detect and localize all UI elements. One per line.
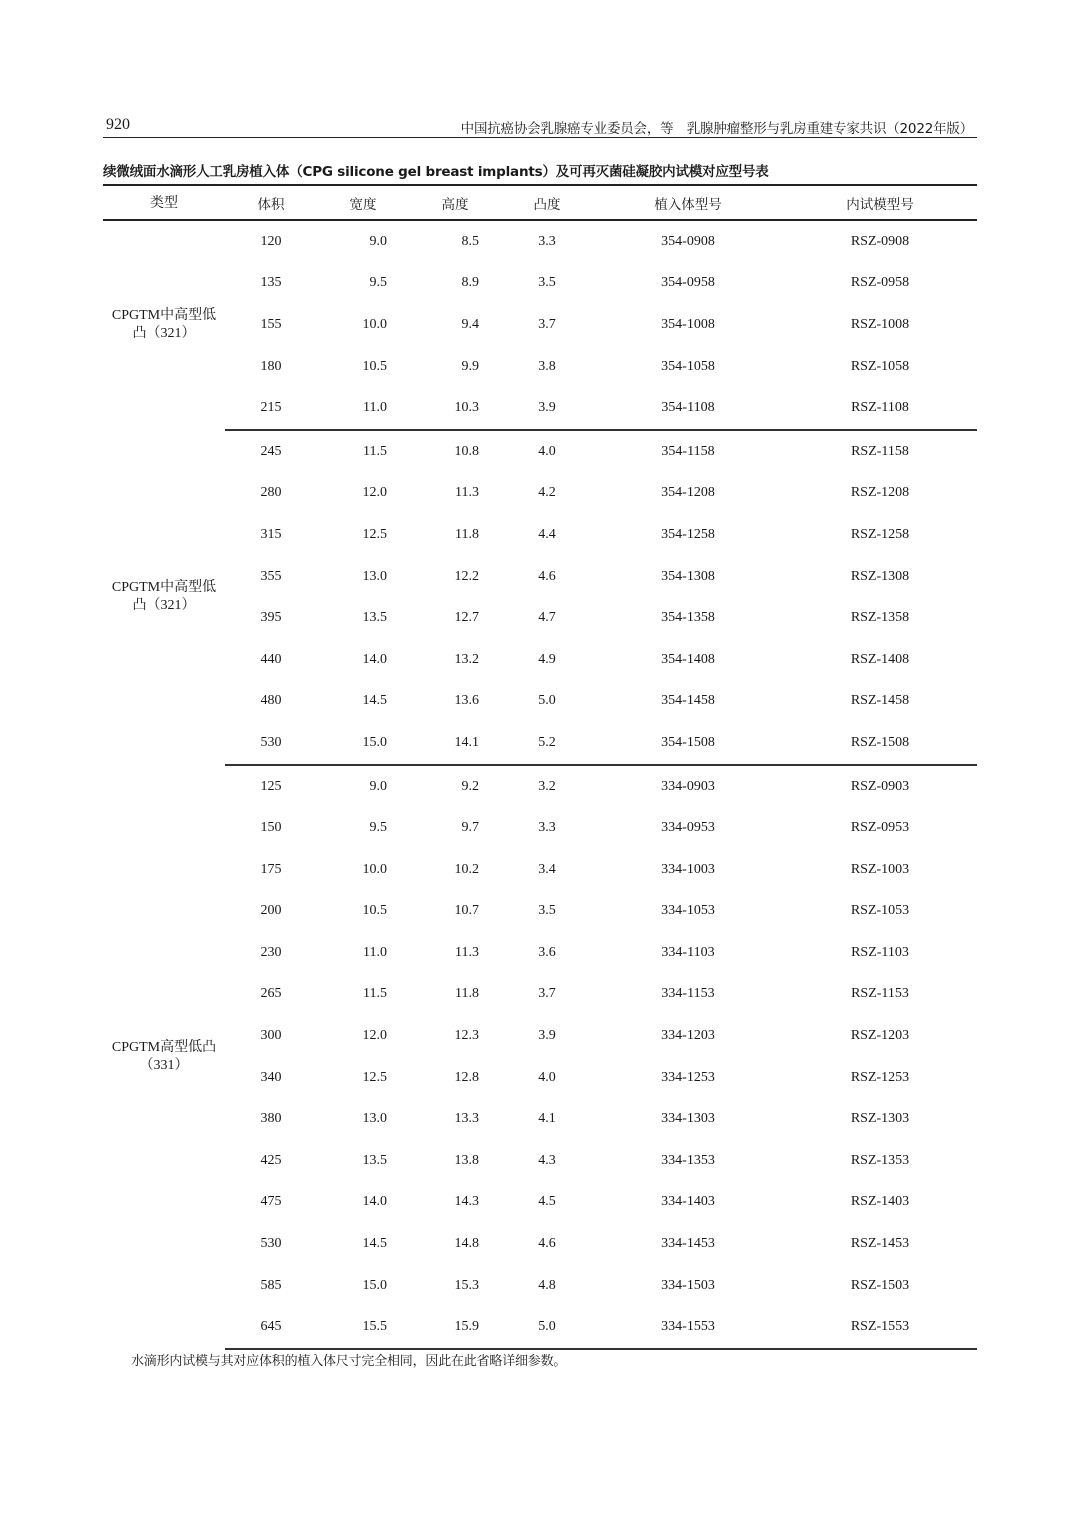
implant-model-cell: 354-0958 (661, 275, 715, 291)
volume-cell: 480 (260, 693, 282, 709)
projection-cell: 4.3 (538, 1152, 556, 1168)
width-cell-value: 12.5 (362, 1069, 387, 1085)
width-cell-value: 12.0 (362, 485, 387, 501)
type-label (105, 1039, 223, 1075)
height-cell (409, 387, 501, 430)
implant-model-cell: 334-1503 (661, 1277, 715, 1293)
height-cell-value: 9.4 (461, 316, 479, 332)
width-cell-value: 12.5 (362, 526, 387, 542)
implant-model-cell: 334-1553 (593, 1306, 783, 1349)
volume-cell: 440 (260, 651, 282, 667)
projection-cell: 3.8 (538, 358, 556, 374)
table-row (103, 1057, 977, 1099)
height-cell (409, 932, 501, 974)
col-header-width: 宽度 (317, 185, 409, 220)
sizer-model-cell: RSZ-1358 (850, 610, 910, 626)
height-cell-value: 8.9 (461, 275, 479, 291)
table-body (103, 220, 977, 1349)
volume-cell: 200 (260, 903, 282, 919)
projection-cell: 5.2 (501, 722, 593, 765)
volume-cell: 340 (260, 1069, 282, 1085)
sizer-model-cell: RSZ-0908 (850, 233, 910, 249)
projection-cell: 5.0 (538, 693, 556, 709)
implant-model-cell: 354-1008 (661, 316, 715, 332)
table-row (103, 473, 977, 515)
implant-table-container (103, 184, 977, 1350)
volume-cell: 125 (260, 778, 282, 794)
width-cell-value: 14.0 (362, 651, 387, 667)
volume-cell: 175 (260, 861, 282, 877)
volume-cell: 120 (260, 233, 282, 249)
height-cell (409, 639, 501, 681)
table-row (103, 1265, 977, 1307)
volume-cell: 280 (260, 485, 282, 501)
width-cell (317, 387, 409, 430)
height-cell (409, 1223, 501, 1265)
table-row (103, 681, 977, 723)
height-cell (409, 1265, 501, 1307)
implant-model-cell: 354-1258 (661, 526, 715, 542)
sizer-model-cell: RSZ-1258 (850, 526, 910, 542)
implant-model-cell: 354-1358 (661, 610, 715, 626)
type-label-line1: CPGTM中高型低 (111, 308, 217, 324)
width-cell (317, 597, 409, 639)
sizer-model-cell: RSZ-1003 (850, 861, 910, 877)
height-cell (409, 765, 501, 808)
sizer-model-cell: RSZ-1503 (850, 1277, 910, 1293)
width-cell (317, 765, 409, 808)
projection-cell: 4.2 (538, 485, 556, 501)
implant-model-cell: 334-1453 (661, 1236, 715, 1252)
height-cell-value: 12.8 (454, 1069, 479, 1085)
implant-model-cell: 354-1508 (593, 722, 783, 765)
col-header-volume: 体积 (225, 185, 317, 220)
table-row (103, 891, 977, 933)
type-cell (103, 430, 225, 765)
table-row (103, 1140, 977, 1182)
type-label (105, 307, 223, 343)
implant-model-cell: 334-1003 (661, 861, 715, 877)
width-cell (317, 556, 409, 598)
projection-cell: 4.0 (538, 1069, 556, 1085)
header-rule (103, 137, 977, 138)
sizer-model-cell: RSZ-1353 (850, 1152, 910, 1168)
implant-model-cell: 354-1158 (661, 443, 715, 459)
width-cell (317, 639, 409, 681)
width-cell (317, 681, 409, 723)
height-cell-value: 12.2 (454, 568, 479, 584)
sizer-model-cell: RSZ-1453 (850, 1236, 910, 1252)
table-footnote: 水滴形内试模与其对应体积的植入体尺寸完全相同，因此在此省略详细参数。 (131, 1354, 567, 1369)
height-cell-value: 10.2 (454, 861, 479, 877)
width-cell-value: 15.0 (362, 734, 387, 750)
width-cell (317, 1182, 409, 1224)
volume-cell: 475 (260, 1194, 282, 1210)
table-row (103, 722, 977, 765)
height-cell-value: 11.8 (455, 986, 479, 1002)
volume-cell: 530 (225, 722, 317, 765)
type-label-line2: 凸（321） (132, 598, 196, 614)
projection-cell: 3.5 (538, 275, 556, 291)
sizer-model-cell: RSZ-1403 (850, 1194, 910, 1210)
height-cell (409, 1306, 501, 1349)
projection-cell: 3.6 (538, 944, 556, 960)
table-row (103, 1098, 977, 1140)
projection-cell: 4.9 (538, 651, 556, 667)
sizer-model-cell: RSZ-1153 (851, 986, 909, 1002)
page-number: 920 (106, 116, 130, 133)
height-cell-value: 15.9 (454, 1319, 479, 1335)
sizer-model-cell: RSZ-1408 (850, 651, 910, 667)
sizer-model-cell: RSZ-1208 (850, 485, 910, 501)
width-cell (317, 807, 409, 849)
sizer-model-cell: RSZ-1253 (850, 1069, 910, 1085)
height-cell (409, 346, 501, 388)
table-row (103, 346, 977, 388)
projection-cell: 3.9 (501, 387, 593, 430)
height-cell (409, 1015, 501, 1057)
projection-cell: 4.7 (538, 610, 556, 626)
running-header (103, 116, 977, 138)
table-row (103, 639, 977, 681)
sizer-model-cell: RSZ-0953 (850, 820, 910, 836)
implant-model-cell: 354-0908 (661, 233, 715, 249)
implant-sizer-table (103, 184, 977, 1350)
height-cell-value: 9.2 (461, 778, 479, 794)
width-cell-value: 14.5 (362, 693, 387, 709)
table-row (103, 1223, 977, 1265)
volume-cell: 395 (260, 610, 282, 626)
width-cell-value: 10.0 (362, 316, 387, 332)
width-cell-value: 11.0 (363, 944, 387, 960)
implant-model-cell: 334-1253 (661, 1069, 715, 1085)
projection-cell: 3.9 (538, 1028, 556, 1044)
volume-cell: 155 (260, 316, 282, 332)
volume-cell: 355 (260, 568, 282, 584)
type-label-line1: CPGTM高型低凸 (111, 1039, 217, 1055)
implant-model-cell: 354-1308 (661, 568, 715, 584)
width-cell-value: 13.0 (362, 1111, 387, 1127)
width-cell-value: 12.0 (362, 1028, 387, 1044)
table-header-row (103, 185, 977, 220)
sizer-model-cell: RSZ-1458 (850, 693, 910, 709)
col-header-type: 类型 (103, 185, 225, 220)
projection-cell: 3.3 (538, 233, 556, 249)
height-cell (409, 556, 501, 598)
height-cell (409, 304, 501, 346)
volume-cell: 215 (225, 387, 317, 430)
height-cell-value: 8.5 (461, 233, 479, 249)
table-row (103, 932, 977, 974)
width-cell (317, 1098, 409, 1140)
col-header-implant-model: 植入体型号 (593, 185, 783, 220)
width-cell-value: 9.5 (369, 275, 387, 291)
height-cell (409, 597, 501, 639)
height-cell (409, 681, 501, 723)
width-cell-value: 14.0 (362, 1194, 387, 1210)
height-cell-value: 9.9 (461, 358, 479, 374)
table-row (103, 849, 977, 891)
width-cell (317, 1223, 409, 1265)
volume-cell: 150 (260, 820, 282, 836)
width-cell (317, 263, 409, 305)
type-label-line2: 凸（321） (132, 326, 196, 342)
type-label-line1: CPGTM中高型低 (111, 580, 217, 596)
type-cell (103, 220, 225, 430)
height-cell (409, 974, 501, 1016)
height-cell (409, 849, 501, 891)
width-cell-value: 15.5 (362, 1319, 387, 1335)
height-cell (409, 473, 501, 515)
type-cell (103, 765, 225, 1349)
width-cell (317, 1306, 409, 1349)
implant-model-cell: 354-1208 (661, 485, 715, 501)
sizer-model-cell: RSZ-1108 (783, 387, 977, 430)
width-cell-value: 9.0 (369, 233, 387, 249)
height-cell-value: 12.7 (454, 610, 479, 626)
height-cell (409, 1057, 501, 1099)
width-cell (317, 1140, 409, 1182)
width-cell (317, 1015, 409, 1057)
height-cell-value: 12.3 (454, 1028, 479, 1044)
table-row (103, 1015, 977, 1057)
sizer-model-cell: RSZ-1103 (851, 944, 909, 960)
height-cell-value: 13.6 (454, 693, 479, 709)
type-label-line2: （331） (139, 1057, 189, 1073)
table-row (103, 1306, 977, 1349)
table-row (103, 514, 977, 556)
sizer-model-cell: RSZ-1508 (783, 722, 977, 765)
implant-model-cell: 334-0953 (661, 820, 715, 836)
table-row (103, 220, 977, 263)
height-cell-value: 10.3 (454, 400, 479, 416)
volume-cell: 425 (260, 1152, 282, 1168)
height-cell-value: 11.3 (455, 944, 479, 960)
sizer-model-cell: RSZ-1008 (850, 316, 910, 332)
width-cell (317, 1265, 409, 1307)
sizer-model-cell: RSZ-0903 (850, 778, 910, 794)
running-title: 中国抗癌协会乳腺癌专业委员会，等 乳腺肿瘤整形与乳房重建专家共识（2022年版） (460, 121, 973, 137)
width-cell (317, 974, 409, 1016)
volume-cell: 315 (260, 526, 282, 542)
height-cell (409, 807, 501, 849)
volume-cell: 245 (260, 443, 282, 459)
implant-model-cell: 334-1303 (661, 1111, 715, 1127)
width-cell (317, 849, 409, 891)
height-cell-value: 11.3 (455, 485, 479, 501)
width-cell-value: 13.5 (362, 610, 387, 626)
table-row (103, 556, 977, 598)
height-cell (409, 430, 501, 473)
implant-model-cell: 334-1403 (661, 1194, 715, 1210)
table-row (103, 1182, 977, 1224)
sizer-model-cell: RSZ-1053 (850, 903, 910, 919)
projection-cell: 3.5 (538, 903, 556, 919)
implant-model-cell: 334-1053 (661, 903, 715, 919)
projection-cell: 4.8 (538, 1277, 556, 1293)
col-header-sizer-model: 内试模型号 (783, 185, 977, 220)
height-cell-value: 13.3 (454, 1111, 479, 1127)
width-cell-value: 13.5 (362, 1152, 387, 1168)
width-cell-value: 9.5 (369, 820, 387, 836)
implant-model-cell: 334-1153 (661, 986, 715, 1002)
projection-cell: 4.1 (538, 1111, 556, 1127)
projection-cell: 3.3 (538, 820, 556, 836)
height-cell (409, 220, 501, 263)
height-cell (409, 1098, 501, 1140)
volume-cell: 645 (225, 1306, 317, 1349)
table-row (103, 765, 977, 808)
table-row (103, 304, 977, 346)
height-cell-value: 13.8 (454, 1152, 479, 1168)
volume-cell: 135 (260, 275, 282, 291)
volume-cell: 230 (260, 944, 282, 960)
height-cell-value: 14.3 (454, 1194, 479, 1210)
height-cell-value: 9.7 (461, 820, 479, 836)
width-cell-value: 10.5 (362, 358, 387, 374)
volume-cell: 265 (260, 986, 282, 1002)
height-cell-value: 10.7 (454, 903, 479, 919)
col-header-projection: 凸度 (501, 185, 593, 220)
projection-cell: 3.7 (538, 316, 556, 332)
height-cell-value: 15.3 (454, 1277, 479, 1293)
width-cell (317, 220, 409, 263)
table-caption: 续微绒面水滴形人工乳房植入体（CPG silicone gel breast implants）及可再灭菌硅凝胶内试模对应型号表 (103, 164, 769, 180)
width-cell (317, 304, 409, 346)
implant-model-cell: 334-0903 (661, 778, 715, 794)
implant-model-cell: 354-1058 (661, 358, 715, 374)
width-cell (317, 514, 409, 556)
width-cell (317, 346, 409, 388)
projection-cell: 4.6 (538, 568, 556, 584)
table-row (103, 597, 977, 639)
projection-cell: 4.0 (538, 443, 556, 459)
projection-cell: 3.4 (538, 861, 556, 877)
width-cell-value: 10.5 (362, 903, 387, 919)
height-cell-value: 11.8 (455, 526, 479, 542)
sizer-model-cell: RSZ-1303 (850, 1111, 910, 1127)
width-cell (317, 932, 409, 974)
width-cell-value: 11.5 (363, 986, 387, 1002)
projection-cell: 3.7 (538, 986, 556, 1002)
volume-cell: 180 (260, 358, 282, 374)
projection-cell: 4.4 (538, 526, 556, 542)
projection-cell: 3.2 (538, 778, 556, 794)
width-cell (317, 473, 409, 515)
sizer-model-cell: RSZ-1203 (850, 1028, 910, 1044)
projection-cell: 4.6 (538, 1236, 556, 1252)
width-cell-value: 10.0 (362, 861, 387, 877)
projection-cell: 5.0 (501, 1306, 593, 1349)
volume-cell: 585 (260, 1277, 282, 1293)
width-cell-value: 11.5 (363, 443, 387, 459)
height-cell-value: 10.8 (454, 443, 479, 459)
sizer-model-cell: RSZ-1058 (850, 358, 910, 374)
width-cell (317, 891, 409, 933)
width-cell-value: 13.0 (362, 568, 387, 584)
table-row (103, 387, 977, 430)
sizer-model-cell: RSZ-1308 (850, 568, 910, 584)
implant-model-cell: 354-1458 (661, 693, 715, 709)
table-row (103, 807, 977, 849)
width-cell-value: 9.0 (369, 778, 387, 794)
width-cell-value: 11.0 (363, 400, 387, 416)
height-cell (409, 891, 501, 933)
height-cell (409, 722, 501, 765)
width-cell (317, 722, 409, 765)
height-cell (409, 263, 501, 305)
volume-cell: 380 (260, 1111, 282, 1127)
height-cell-value: 14.1 (454, 734, 479, 750)
type-label (105, 579, 223, 615)
col-header-height: 高度 (409, 185, 501, 220)
height-cell (409, 514, 501, 556)
sizer-model-cell: RSZ-0958 (850, 275, 910, 291)
sizer-model-cell: RSZ-1553 (783, 1306, 977, 1349)
volume-cell: 300 (260, 1028, 282, 1044)
height-cell (409, 1140, 501, 1182)
height-cell (409, 1182, 501, 1224)
sizer-model-cell: RSZ-1158 (851, 443, 909, 459)
table-row (103, 974, 977, 1016)
implant-model-cell: 334-1203 (661, 1028, 715, 1044)
width-cell-value: 14.5 (362, 1236, 387, 1252)
width-cell (317, 430, 409, 473)
width-cell (317, 1057, 409, 1099)
implant-model-cell: 334-1353 (661, 1152, 715, 1168)
implant-model-cell: 354-1108 (593, 387, 783, 430)
table-row (103, 430, 977, 473)
width-cell-value: 15.0 (362, 1277, 387, 1293)
volume-cell: 530 (260, 1236, 282, 1252)
height-cell-value: 13.2 (454, 651, 479, 667)
table-row (103, 263, 977, 305)
projection-cell: 4.5 (538, 1194, 556, 1210)
implant-model-cell: 334-1103 (661, 944, 715, 960)
height-cell-value: 14.8 (454, 1236, 479, 1252)
implant-model-cell: 354-1408 (661, 651, 715, 667)
